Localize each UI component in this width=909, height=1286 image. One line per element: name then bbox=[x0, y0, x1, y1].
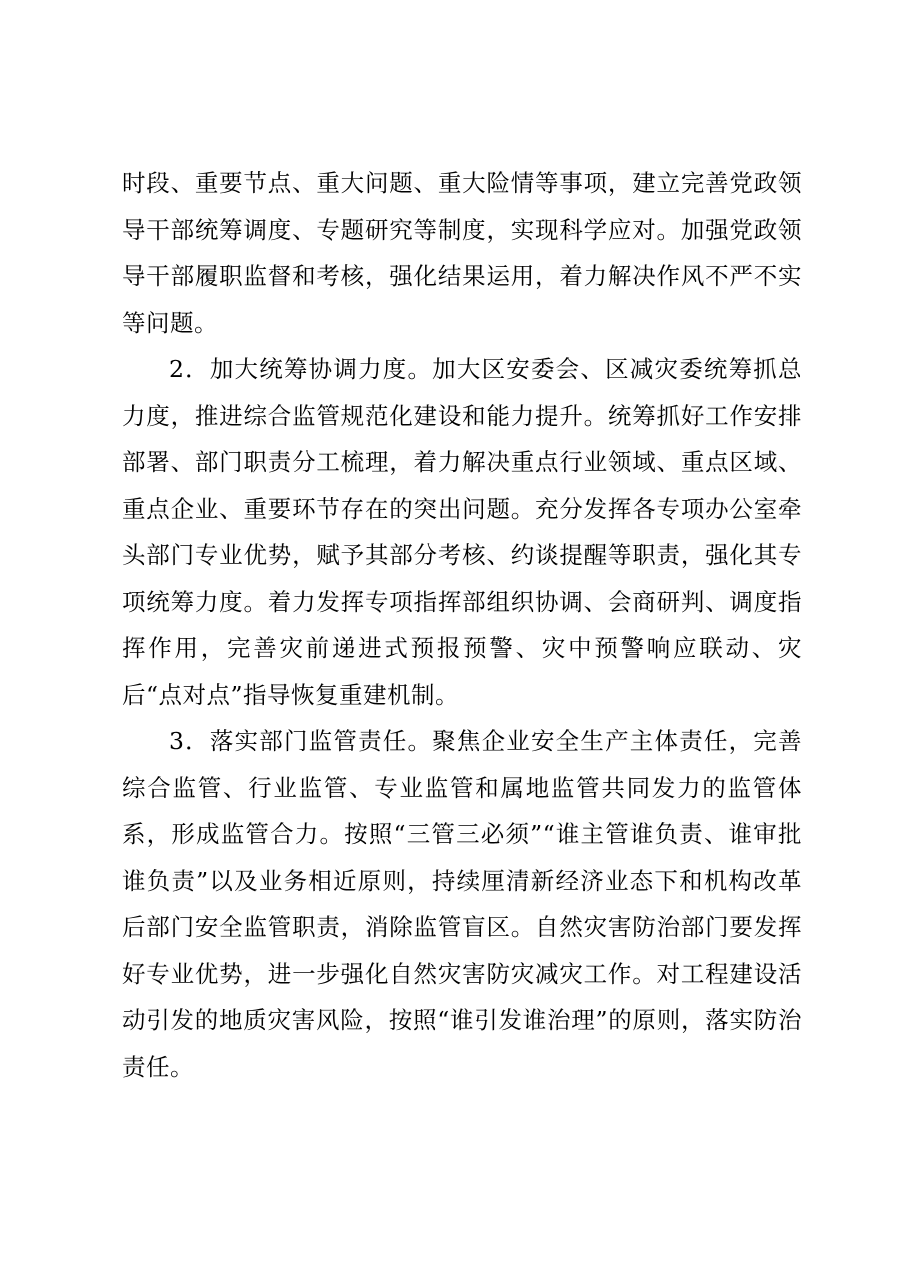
paragraph-continuation: 时段、重要节点、重大问题、重大险情等事项，建立完善党政领导干部统筹调度、专题研究等制度，实现科学应对。加强党政领导干部履职监督和考核，强化结果运用，着力解决作风不严不实等问题。 bbox=[122, 169, 802, 337]
document-body bbox=[122, 160, 802, 1090]
paragraph-item-3: 3．落实部门监管责任。聚焦企业安全生产主体责任，完善综合监管、行业监管、专业监管和属地监管共同发力的监管体系，形成监管合力。按照“三管三必须”“谁主管谁负责、谁审批谁负责”以及业务相近原则，持续厘清新经济业态下和机构改革后部门安全监管职责，消除监管盲区。自然灾害防治部门要发挥好专业优势，进一步强化自然灾害防灾减灾工作。对工程建设活动引发的地质灾害风险，按照“谁引发谁治理”的原则，落实防治责任。 bbox=[122, 727, 802, 1081]
paragraph-item-2: 2．加大统筹协调力度。加大区安委会、区减灾委统筹抓总力度，推进综合监管规范化建设和能力提升。统筹抓好工作安排部署、部门职责分工梳理，着力解决重点行业领域、重点区域、重点企业、重要环节存在的突出问题。充分发挥各专项办公室牵头部门专业优势，赋予其部分考核、约谈提醒等职责，强化其专项统筹力度。着力发挥专项指挥部组织协调、会商研判、调度指挥作用，完善灾前递进式预报预警、灾中预警响应联动、灾后“点对点”指导恢复重建机制。 bbox=[122, 355, 802, 709]
